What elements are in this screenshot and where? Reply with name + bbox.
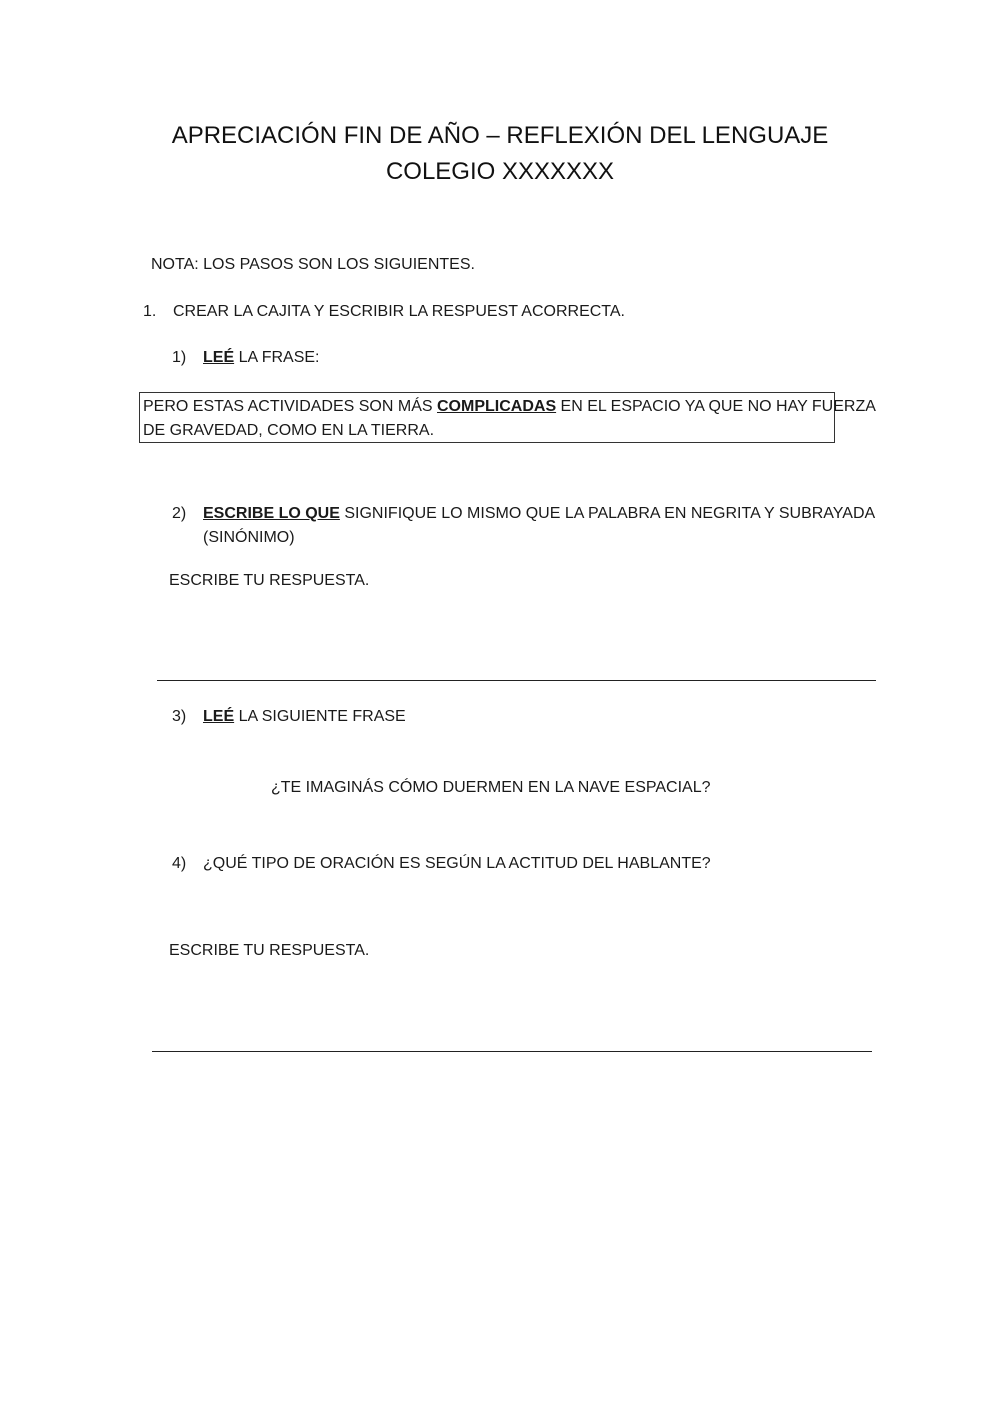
item-2-instruction: [203, 502, 875, 526]
item-2-line-2: (SINÓNIMO): [203, 529, 295, 546]
item-4-number: 4): [172, 855, 187, 872]
answer-line-1[interactable]: [157, 680, 876, 681]
item-2-rest: SIGNIFIQUE LO MISMO QUE LA PALABRA EN NEGRITA Y SUBRAYADA: [339, 505, 876, 522]
sentence-after: EN EL ESPACIO YA QUE NO HAY FUERZA: [556, 398, 876, 415]
item-4-text: ¿QUÉ TIPO DE ORACIÓN ES SEGÚN LA ACTITUD DEL HABLANTE?: [203, 855, 711, 872]
item-1-bold: LEÉ: [203, 349, 235, 366]
sentence-box: [139, 392, 876, 443]
answer-prompt-1: ESCRIBE TU RESPUESTA.: [169, 572, 370, 589]
answer-prompt-2: ESCRIBE TU RESPUESTA.: [169, 942, 370, 959]
step-1-text: CREAR LA CAJITA Y ESCRIBIR LA RESPUEST ACORRECTA.: [173, 303, 625, 320]
sentence-line-2: DE GRAVEDAD, COMO EN LA TIERRA.: [143, 422, 435, 439]
question-phrase: ¿TE IMAGINÁS CÓMO DUERMEN EN LA NAVE ESPACIAL?: [271, 779, 711, 796]
sentence-before: PERO ESTAS ACTIVIDADES SON MÁS: [143, 398, 437, 415]
sentence-keyword: COMPLICADAS: [437, 398, 557, 415]
item-2-number: 2): [172, 505, 187, 522]
item-2-bold: ESCRIBE LO QUE: [203, 505, 340, 522]
school-name: COLEGIO XXXXXXX: [385, 158, 615, 185]
page-title: APRECIACIÓN FIN DE AÑO – REFLEXIÓN DEL LENGUAJE: [171, 122, 829, 149]
sentence-line-1: [143, 395, 876, 419]
answer-line-2[interactable]: [152, 1051, 872, 1052]
item-1-instruction: [203, 346, 320, 370]
item-1-number: 1): [172, 349, 187, 366]
step-1-number: 1.: [143, 303, 157, 320]
item-3-instruction: [203, 705, 406, 729]
item-3-number: 3): [172, 708, 187, 725]
item-3-rest: LA SIGUIENTE FRASE: [234, 708, 406, 725]
item-1-rest: LA FRASE:: [234, 349, 320, 366]
note-text: NOTA: LOS PASOS SON LOS SIGUIENTES.: [151, 256, 475, 273]
item-3-bold: LEÉ: [203, 708, 235, 725]
